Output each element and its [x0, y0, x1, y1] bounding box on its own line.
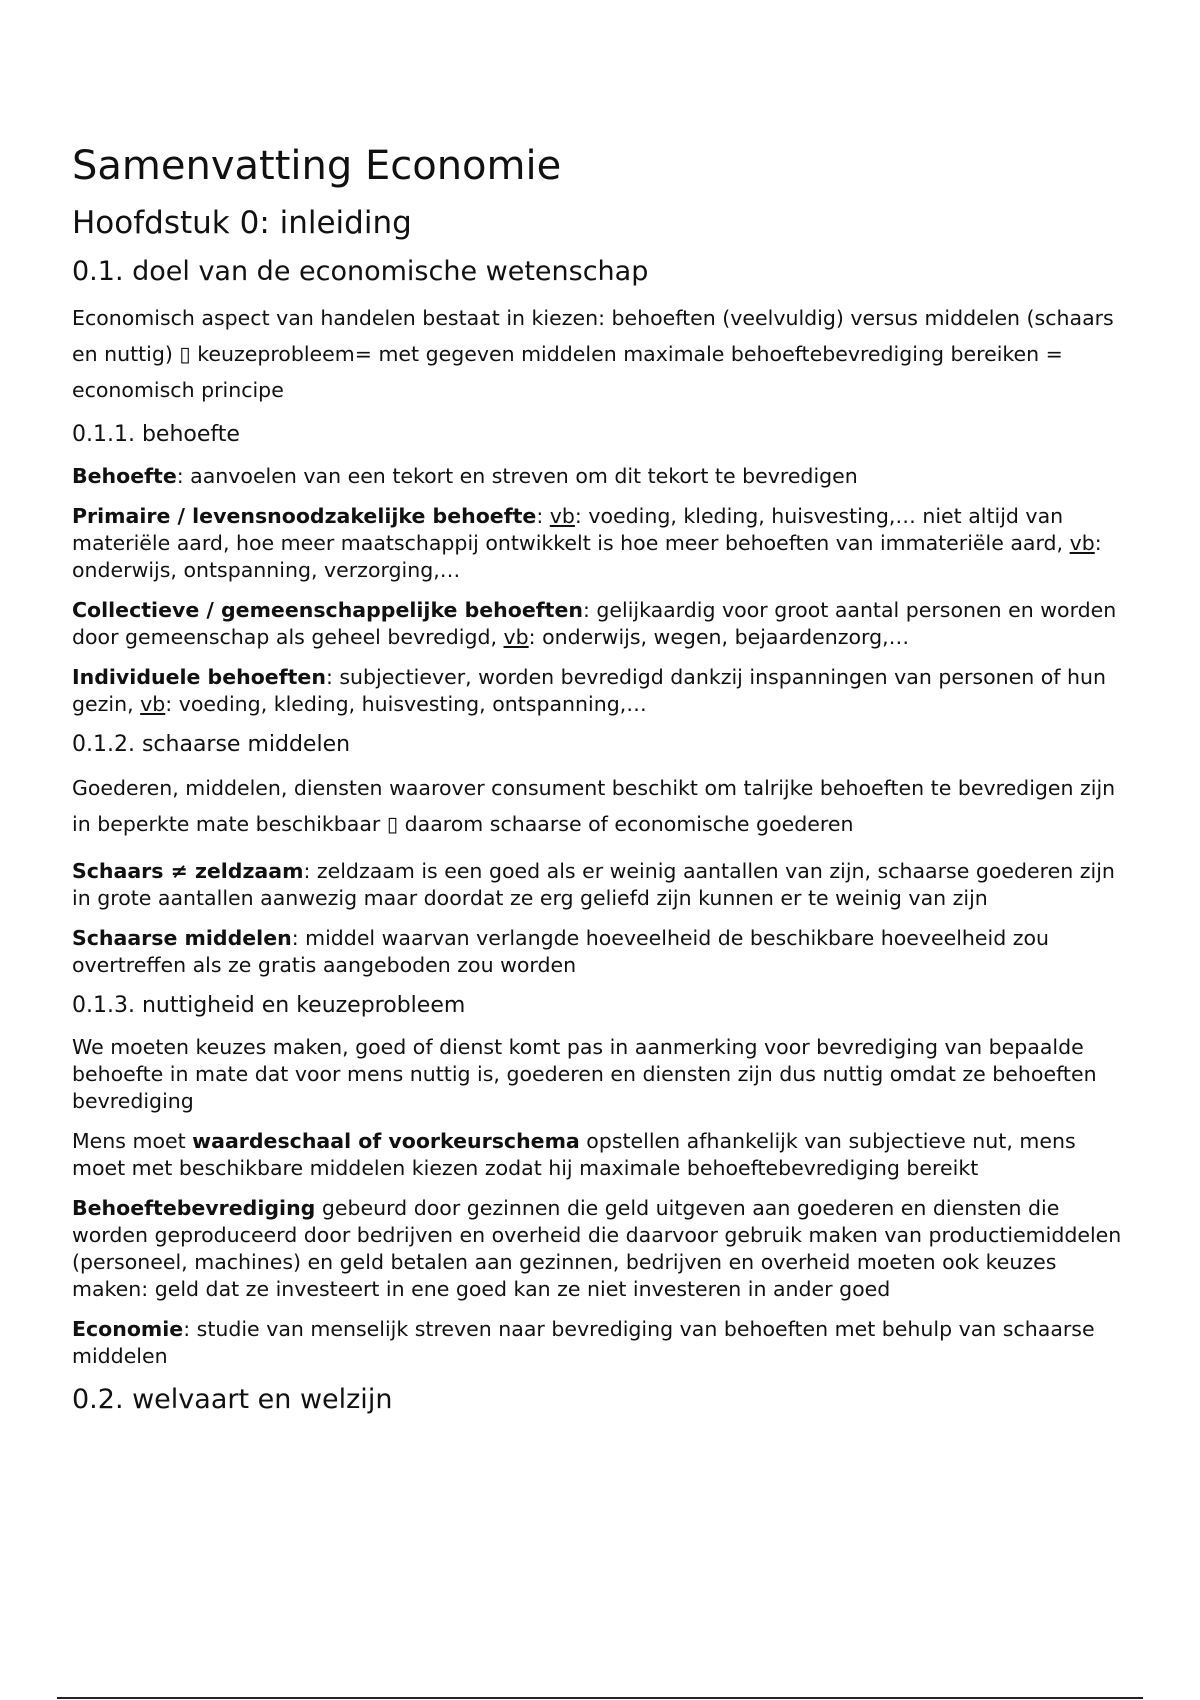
paragraph-keuzes: We moeten keuzes maken, goed of dienst komt pas in aanmerking voor bevrediging van bepaalde behoefte in mate dat voor mens nuttig is, goederen en diensten zijn dus nuttig omdat ze behoeften bevrediging: [72, 1035, 1097, 1113]
vb-abbrev: vb: [549, 504, 575, 528]
term-behoeftebevrediging: Behoeftebevrediging: [72, 1196, 316, 1220]
paragraph-behoefte: [72, 463, 1132, 490]
vb-abbrev: vb: [140, 692, 166, 716]
separator: :: [536, 504, 550, 528]
section-heading-0-2: 0.2. welvaart en welzijn: [72, 1384, 393, 1415]
vb-abbrev: vb: [1069, 531, 1095, 555]
term-collectieve: Collectieve / gemeenschappelijke behoeften: [72, 598, 583, 622]
term-individuele: Individuele behoeften: [72, 665, 326, 689]
section-heading-0-1-2: 0.1.2. schaarse middelen: [72, 732, 351, 757]
document-page: [72, 140, 1132, 1418]
text-waardeschaal-pre: Mens moet: [72, 1129, 193, 1153]
text-collectieve: : gelijkaardig voor groot aantal personen en worden door gemeenschap als geheel bevredigd,: [72, 598, 1117, 649]
text-individuele: : subjectiever, worden bevredigd dankzij inspanningen van personen of hun gezin,: [72, 665, 1106, 716]
paragraph-collectieve: [72, 597, 1132, 651]
text-collectieve-2: : onderwijs, wegen, bejaardenzorg,…: [528, 625, 910, 649]
text-primaire: : voeding, kleding, huisvesting,… niet altijd van materiële aard, hoe meer maatschappij ontwikkelt is hoe meer behoeften van immateriële aard,: [72, 504, 1070, 555]
paragraph-waardeschaal: [72, 1128, 1132, 1182]
paragraph-schaarse-middelen: [72, 925, 1132, 979]
footer-divider: [57, 1697, 1143, 1699]
paragraph-intro: Economisch aspect van handelen bestaat in kiezen: behoeften (veelvuldig) versus middelen (schaars en nuttig) ▯ keuzeprobleem= met gegeven middelen maximale behoeftebevrediging bereiken = economisch principe: [72, 306, 1114, 402]
vb-abbrev: vb: [503, 625, 529, 649]
paragraph-economie: [72, 1316, 1132, 1370]
paragraph-primaire: [72, 503, 1132, 584]
text-behoeftebevrediging: gebeurd door gezinnen die geld uitgeven aan goederen en diensten die worden geproduceerd door bedrijven en overheid die daarvoor gebruik maken van productiemiddelen (personeel, machines) en geld betalen aan gezinnen, bedrijven en overheid moeten ook keuzes maken: geld dat ze investeert in ene goed kan ze niet investeren in ander goed: [72, 1196, 1122, 1301]
text-behoefte: : aanvoelen van een tekort en streven om dit tekort te bevredigen: [176, 464, 858, 488]
document-title: Samenvatting Economie: [72, 143, 562, 189]
text-schaars-zeldzaam: : zeldzaam is een goed als er weinig aantallen van zijn, schaarse goederen zijn in grote aantallen aanwezig maar doordat ze erg geliefd zijn kunnen er te weinig van zijn: [72, 859, 1115, 910]
text-schaarse-middelen: : middel waarvan verlangde hoeveelheid de beschikbare hoeveelheid zou overtreffen als ze gratis aangeboden zou worden: [72, 926, 1050, 977]
text-economie: : studie van menselijk streven naar bevrediging van behoeften met behulp van schaarse middelen: [72, 1317, 1095, 1368]
section-heading-0-1: 0.1. doel van de economische wetenschap: [72, 256, 649, 287]
term-waardeschaal: waardeschaal of voorkeurschema: [192, 1129, 580, 1153]
paragraph-behoeftebevrediging: [72, 1195, 1132, 1303]
term-schaars-zeldzaam: Schaars ≠ zeldzaam: [72, 859, 304, 883]
paragraph-schaars-zeldzaam: [72, 858, 1132, 912]
text-individuele-2: : voeding, kleding, huisvesting, ontspanning,…: [165, 692, 647, 716]
text-primaire-2: : onderwijs, ontspanning, verzorging,…: [72, 531, 1102, 582]
section-heading-0-1-3: 0.1.3. nuttigheid en keuzeprobleem: [72, 993, 466, 1018]
term-economie: Economie: [72, 1317, 184, 1341]
paragraph-individuele: [72, 664, 1132, 718]
term-schaarse-middelen: Schaarse middelen: [72, 926, 292, 950]
text-waardeschaal: opstellen afhankelijk van subjectieve nut, mens moet met beschikbare middelen kiezen zodat hij maximale behoeftebevrediging bereikt: [72, 1129, 1076, 1180]
chapter-heading: Hoofdstuk 0: inleiding: [72, 205, 412, 241]
term-primaire: Primaire / levensnoodzakelijke behoefte: [72, 504, 537, 528]
section-heading-0-1-1: 0.1.1. behoefte: [72, 422, 240, 447]
paragraph-goederen: Goederen, middelen, diensten waarover consument beschikt om talrijke behoeften te bevredigen zijn in beperkte mate beschikbaar ▯ daarom schaarse of economische goederen: [72, 776, 1116, 836]
term-behoefte: Behoefte: [72, 464, 177, 488]
